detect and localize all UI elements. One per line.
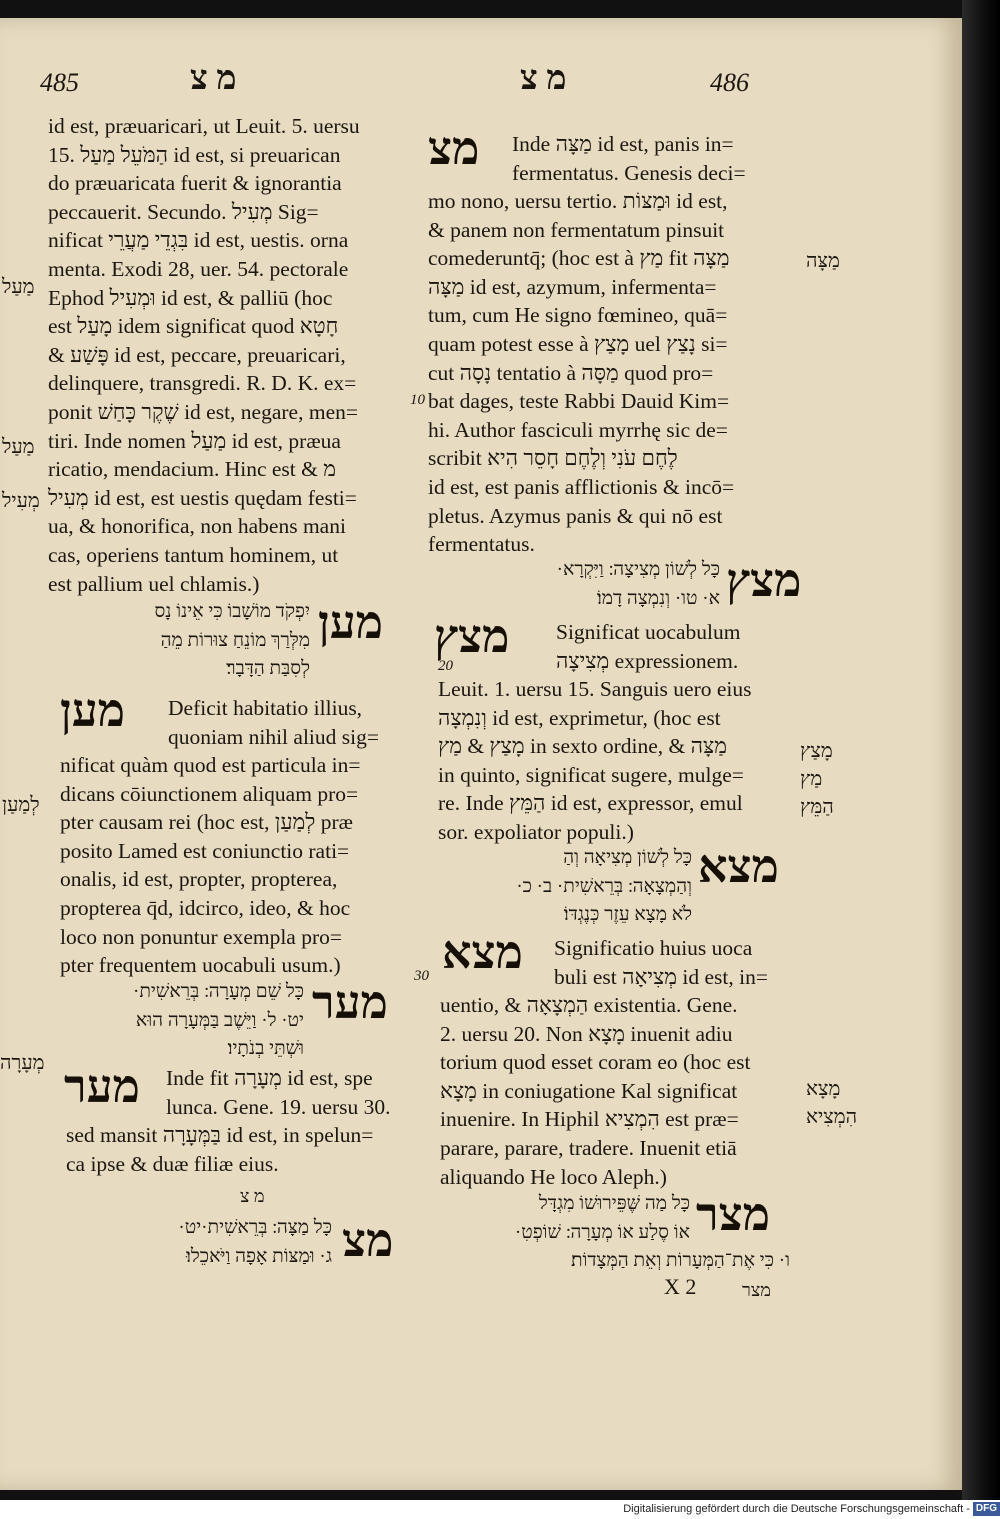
text-line: מָצָא in coniugatione Kal significat xyxy=(440,1078,738,1103)
hebrew-line: לֹא מָצָא עֵזֶר כְּנֶגְדּוֹ׃ xyxy=(563,904,692,926)
text-line: מְעִיל id est, est uestis quędam festi= xyxy=(48,485,357,510)
text-line: ponit שֶׁקֶר כָּחַשׁ id est, negare, men= xyxy=(48,399,358,424)
book-page xyxy=(0,18,962,1490)
text-line: est מָעַל idem significat quod חָטָא xyxy=(48,314,339,339)
entry-text xyxy=(166,1064,418,1121)
text-line: quam potest esse à מָצַץ uel נָצַץ si= xyxy=(428,331,728,356)
section-heading: מ צ xyxy=(240,1186,265,1206)
hebrew-line: וְהַמְצָאָה ׃ בְּרֵאשִׁית· ב· כ· xyxy=(516,875,692,897)
text-line: mo nono, uersu tertio. וּמַצּוֹת id est, xyxy=(428,189,728,213)
hebrew-line: אוֹ סֶלַע אוֹ מְעָרָה ׃ שׁוֹפְטִ· xyxy=(514,1221,690,1243)
entry-lemma: מער xyxy=(64,1061,140,1112)
text-line: pletus. Azymus panis & qui nō est xyxy=(428,503,723,528)
right-running-head: מ צ xyxy=(520,60,567,97)
entry-text xyxy=(440,991,800,1191)
text-line: peccauerit. Secundo. מְעִיל Sig= xyxy=(48,199,319,224)
hebrew-line: יִפְקֹד מוֹשָׁבוֹ כִּי אֵינוֹ נָס xyxy=(154,601,310,622)
margin-word: לְמַעַן xyxy=(2,794,40,816)
left-page-number: 485 xyxy=(40,68,79,97)
hebrew-line: כָּל לְשׁוֹן מְצִיצָה ׃ וַיִּקְרָא· xyxy=(556,559,720,580)
entry-lemma: מער xyxy=(312,977,388,1028)
text-line: וְנִמְצָה id est, exprimetur, (hoc est xyxy=(438,705,721,730)
entry-lemma: מען xyxy=(60,685,126,736)
text-line: hi. Author fasciculi myrrhę sic de= xyxy=(428,417,728,442)
text-line: & panem non fermentatum pinsuit xyxy=(428,217,725,242)
line-number: 30 xyxy=(414,968,429,984)
text-line: מַצָּה id est, azymum, infermenta= xyxy=(428,274,717,299)
entry-lemma: מצץ xyxy=(726,555,802,606)
text-line: sed mansit בַּמְּעָרָה id est, in spelun= xyxy=(66,1123,374,1147)
margin-word: מָצַץ xyxy=(800,740,833,762)
text-line: tum, cum He signo fœmineo, quā= xyxy=(428,303,728,328)
entry-lemma: מצא xyxy=(698,841,779,892)
text-line: ca ipse & duæ filiæ eius. xyxy=(66,1151,279,1176)
text-line: delinquere, transgredi. R. D. K. ex= xyxy=(48,371,357,396)
entry-text xyxy=(66,1121,418,1178)
entry-text xyxy=(554,934,798,991)
text-line: in quinto, significat sugere, mulge= xyxy=(438,762,744,787)
text-line: מָצַץ & מַץ in sexto ordine, & מַצָּה xyxy=(438,734,728,759)
text-line: מְצִיצָה expressionem. xyxy=(556,648,739,673)
text-line: ricatio, mendacium. Hinc est & מ xyxy=(48,457,336,482)
hebrew-line: כָּל שֵׁם מְעָרָה ׃ בְּרֵאשִׁית· xyxy=(133,981,304,1002)
entry-lemma: מצר xyxy=(696,1189,770,1240)
right-page-number: 486 xyxy=(710,68,749,97)
text-line: do præuaricata fuerit & ignorantia xyxy=(48,171,342,196)
text-line: scribit לֶחֶם עֹנִי וְלֶחֶם חָסֵר הִיא xyxy=(428,446,678,471)
digitization-credit xyxy=(600,1500,1000,1519)
credit-text: Digitalisierung gefördert durch die Deutsche Forschungsgemeinschaft - xyxy=(623,1503,970,1515)
text-line: nificat quàm quod est particula in= xyxy=(60,753,361,777)
hebrew-block xyxy=(432,1190,690,1247)
text-line: cas, operiens tantum hominem, ut xyxy=(48,542,339,567)
margin-word: הִמְצִיא xyxy=(806,1106,858,1128)
text-line: comederuntq̄; (hoc est à מַץ fit מַצָּה xyxy=(428,246,730,271)
hebrew-block xyxy=(60,1214,332,1271)
hebrew-line: כָּל לְשׁוֹן מְצִיאָה וְהַ xyxy=(563,847,692,868)
hebrew-block xyxy=(48,978,304,1064)
catchword: מצר xyxy=(742,1280,771,1300)
text-line: uentio, & הַמְצָאָה existentia. Gene. xyxy=(440,993,738,1017)
hebrew-line: וּשְׁתֵּי בְנֹתָיו׃ xyxy=(227,1038,304,1060)
text-line: Significat uocabulum xyxy=(556,620,741,644)
text-line: Inde fit מְעָרָה id est, spe xyxy=(166,1066,373,1090)
hebrew-block xyxy=(430,556,720,613)
hebrew-line: מִלְּרַךְ מוֹנֵחַ צוּרוֹת מֵהַ xyxy=(160,629,310,651)
hebrew-line: א· טו· וְנִמְצָה דָמוֹ׃ xyxy=(596,587,720,609)
dfg-logo: DFG xyxy=(973,1502,1000,1516)
text-line: cut נָסָה tentatio à מַסָּה quod pro= xyxy=(428,360,714,385)
text-line: & פָּשַׁע id est, peccare, preuaricari, xyxy=(48,342,346,367)
line-number: 20 xyxy=(438,658,453,674)
text-line: pter frequentem uocabuli usum.) xyxy=(60,953,341,978)
text-line: id est, præuaricari, ut Leuit. 5. uersu xyxy=(48,114,360,138)
text-line: Leuit. 1. uersu 15. Sanguis uero eius xyxy=(438,677,752,701)
hebrew-block xyxy=(436,844,692,930)
hebrew-line: ו· כִּי אֶת־הַמְּעָרוֹת וְאֵת הַמְּצָדוֹת׃ xyxy=(570,1250,790,1271)
margin-word: מְעִיל xyxy=(2,490,40,512)
text-line: fermentatus. Genesis deci= xyxy=(512,160,746,185)
margin-word: מָצָא xyxy=(806,1078,841,1100)
entry-text xyxy=(512,130,802,187)
margin-word: מַעַל xyxy=(2,436,35,458)
text-line: 2. uersu 20. Non מָצָא inuenit adiu xyxy=(440,1021,733,1046)
text-line: aliquando He loco Aleph.) xyxy=(440,1164,667,1189)
text-line: dicans cōiunctionem aliquam pro= xyxy=(60,781,359,806)
margin-word: הַמֵּץ xyxy=(800,796,834,818)
text-line: Inde מַצָּה id est, panis in= xyxy=(512,132,734,156)
left-column-text xyxy=(48,112,418,598)
hebrew-line: כָּל מַה שֶּׁפֵּירוּשׁוֹ מִגְדָּל xyxy=(538,1193,690,1214)
signature-mark: X 2 xyxy=(664,1274,697,1299)
text-line: Ephod וּמְעִיל id est, & palliū (hoc xyxy=(48,285,333,310)
text-line: onalis, id est, propter, propterea, xyxy=(60,867,338,892)
entry-lemma: מצא xyxy=(442,927,523,978)
entry-text xyxy=(428,187,800,559)
margin-word: מַעַל xyxy=(2,276,35,298)
entry-lemma: מצ xyxy=(428,123,480,174)
text-line: loco non ponuntur exempla pro= xyxy=(60,924,343,949)
text-line: quoniam nihil aliud sig= xyxy=(168,724,379,749)
text-line: torium quod esset coram eo (hoc est xyxy=(440,1050,751,1075)
text-line: posito Lamed est coniunctio rati= xyxy=(60,838,350,863)
entry-text xyxy=(168,694,418,751)
text-line: Deficit habitatio illius, xyxy=(168,696,363,720)
hebrew-line: ג· וּמַצּוֹת אָפָה וַיֹּאכֵלוּ׃ xyxy=(186,1245,332,1267)
text-line: 15. הַמֹּעֵל מַעַל id est, si preuarican xyxy=(48,142,341,167)
text-line: fermentatus. xyxy=(428,532,535,557)
text-line: sor. expoliator populi.) xyxy=(438,819,634,844)
hebrew-block xyxy=(48,598,310,684)
margin-word: מַץ xyxy=(800,768,823,790)
text-line: Significatio huius uoca xyxy=(554,936,753,960)
left-running-head: מ צ xyxy=(190,60,237,97)
text-line: parare, parare, tradere. Inuenit etiā xyxy=(440,1135,737,1160)
text-line: bat dages, teste Rabbi Dauid Kim= xyxy=(428,389,730,414)
line-number: 10 xyxy=(410,392,425,408)
hebrew-line: לְסִבַּת הַדָּבָר׃ xyxy=(226,658,310,680)
hebrew-block xyxy=(432,1247,790,1276)
text-line: menta. Exodi 28, uer. 54. pectorale xyxy=(48,256,349,281)
text-line: inuenire. In Hiphil הִמְצִיא est præ= xyxy=(440,1107,739,1132)
margin-word: מְעָרָה xyxy=(0,1052,45,1074)
text-line: re. Inde הַמֵּץ id est, expressor, emul xyxy=(438,791,743,816)
text-line: buli est מְצִיאָה id est, in= xyxy=(554,964,768,989)
text-line: ua, & honorifica, non habens mani xyxy=(48,514,346,539)
entry-lemma: מען xyxy=(318,597,384,648)
text-line: pter causam rei (hoc est, לְמַעַן præ xyxy=(60,810,353,835)
text-line: id est, est panis afflictionis & incō= xyxy=(428,474,735,499)
text-line: tiri. Inde nomen מַעַל id est, præua xyxy=(48,428,341,453)
page-edge xyxy=(962,0,1000,1500)
text-line: est pallium uel chlamis.) xyxy=(48,571,260,596)
entry-lemma: מצ xyxy=(342,1215,394,1266)
hebrew-line: יט· ל· וַיֵּשֶׁב בַּמְּעָרָה הוּא xyxy=(135,1009,304,1031)
text-line: nificat בִּגְדֵי מַעֲרֵי id est, uestis. orna xyxy=(48,228,349,253)
entry-lemma: מצץ xyxy=(434,611,510,662)
text-line: propterea q̄d, idcirco, ideo, & hoc xyxy=(60,895,351,920)
margin-word: מַצָּה xyxy=(806,250,840,272)
entry-text xyxy=(438,675,800,847)
text-line: lunca. Gene. 19. uersu 30. xyxy=(166,1094,391,1119)
hebrew-line: כָּל מַצָּה ׃ בְּרֵאשִׁית·יט· xyxy=(178,1217,332,1238)
entry-text xyxy=(60,751,420,980)
entry-text xyxy=(556,618,796,675)
